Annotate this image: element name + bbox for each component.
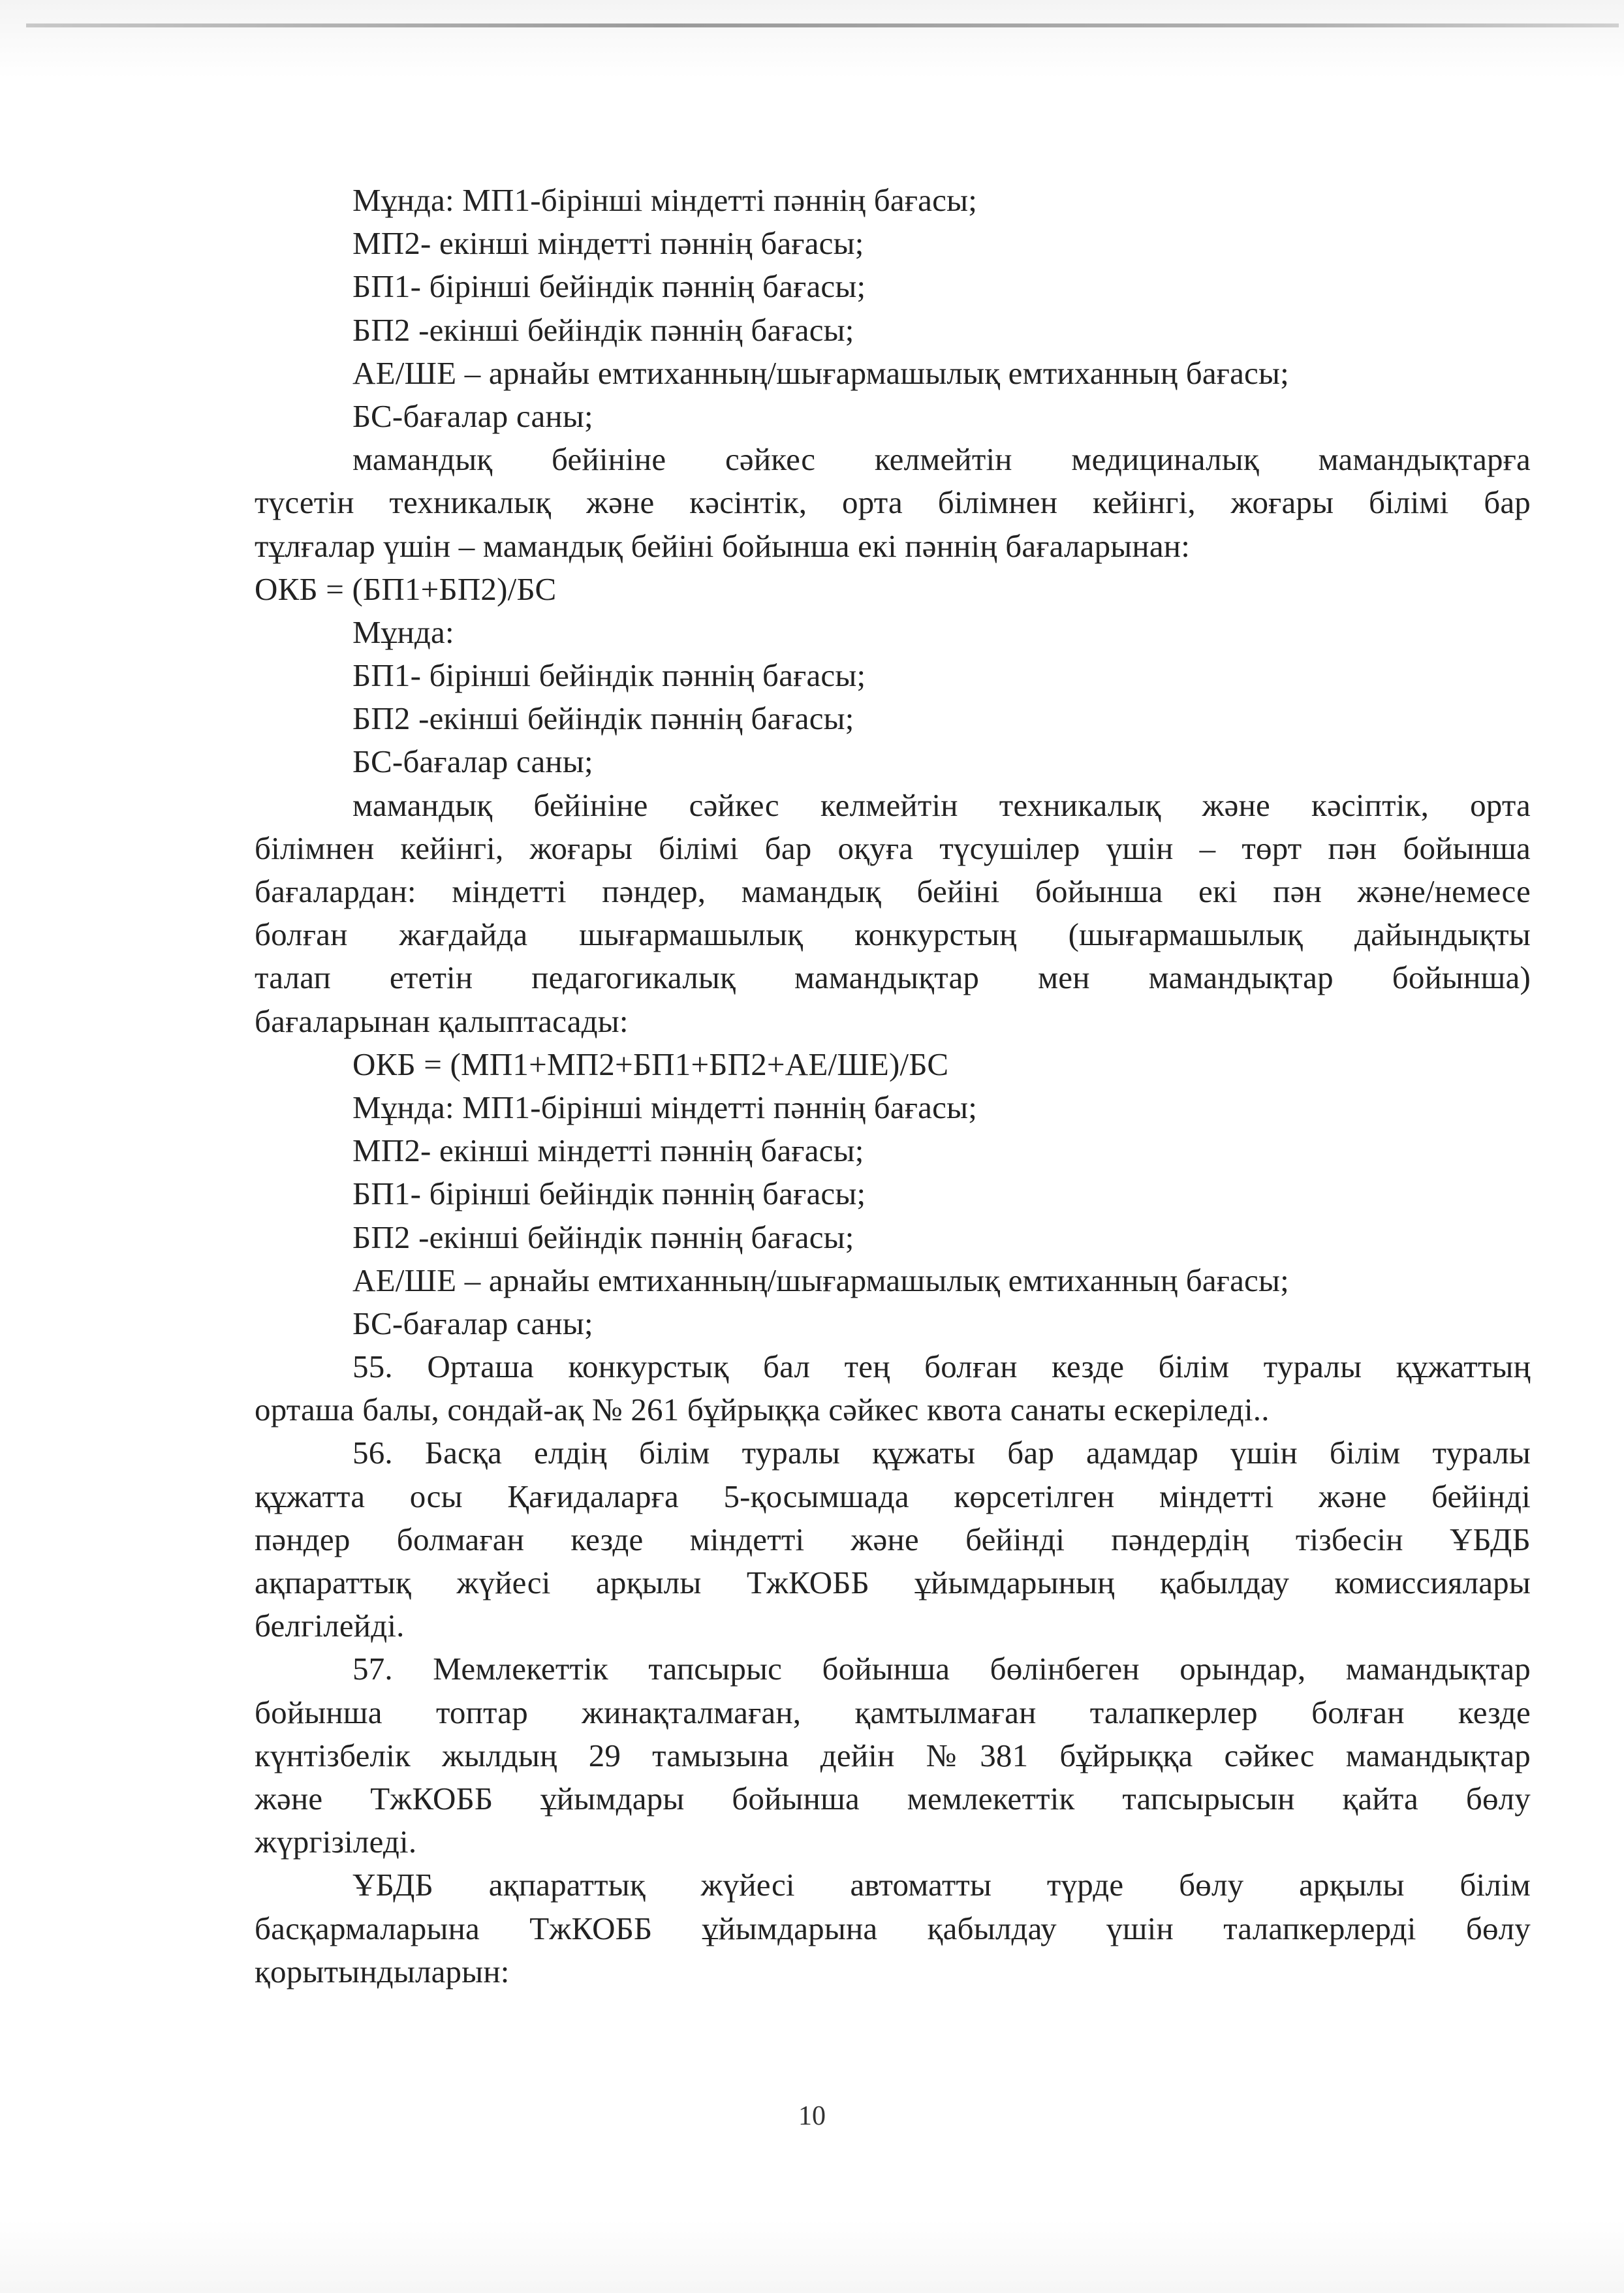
- text-line: және ТжКОББ ұйымдары бойынша мемлекеттік тапсырысын қайта бөлу: [255, 1780, 1531, 1817]
- text-line: басқармаларына ТжКОББ ұйымдарына қабылдау үшін талапкерлерді бөлу: [255, 1910, 1531, 1946]
- formula-line: ОКБ = (БП1+БП2)/БС: [255, 570, 557, 607]
- text-line: БС-бағалар саны;: [352, 1305, 593, 1341]
- text-line: орташа балы, сондай-ақ № 261 бұйрыққа сәйкес квота санаты ескеріледі..: [255, 1392, 1270, 1428]
- text-line: жүргізіледі.: [255, 1824, 417, 1860]
- text-line: МП2- екінші міндетті пәннің бағасы;: [352, 1132, 864, 1169]
- text-line: қорытындыларын:: [255, 1953, 510, 1989]
- text-line: Мұнда:: [352, 614, 454, 650]
- formula-line: ОКБ = (МП1+МП2+БП1+БП2+АЕ/ШЕ)/БС: [352, 1046, 949, 1082]
- text-line: МП2- екінші міндетті пәннің бағасы;: [352, 225, 864, 262]
- text-line: Мұнда: МП1-бірінші міндетті пәннің бағасы;: [352, 182, 978, 218]
- text-line: АЕ/ШЕ – арнайы емтиханның/шығармашылық емтиханның бағасы;: [352, 1262, 1289, 1298]
- text-line: ҰБДБ ақпараттық жүйесі автоматты түрде бөлу арқылы білім: [352, 1867, 1531, 1903]
- text-line: ақпараттық жүйесі арқылы ТжКОББ ұйымдарының қабылдау комиссиялары: [255, 1565, 1531, 1600]
- text-line: білімнен кейінгі, жоғары білімі бар оқуға түсушілер үшін – төрт пән бойынша: [255, 830, 1531, 866]
- text-line: АЕ/ШЕ – арнайы емтиханның/шығармашылық емтиханның бағасы;: [352, 354, 1289, 391]
- text-line: мамандық бейініне сәйкес келмейтін медициналық мамандықтарға: [352, 441, 1531, 478]
- text-line: БП1- бірінші бейіндік пәннің бағасы;: [352, 657, 866, 694]
- text-line: Мұнда: МП1-бірінші міндетті пәннің бағасы;: [352, 1089, 978, 1125]
- text-line: мамандық бейініне сәйкес келмейтін техникалық және кәсіптік, орта: [352, 787, 1531, 823]
- text-line: түсетін техникалық және кәсінтік, орта білімнен кейінгі, жоғары білімі бар: [255, 484, 1531, 521]
- text-line: тұлғалар үшін – мамандық бейіні бойынша екі пәннің бағаларынан:: [255, 527, 1191, 564]
- scan-top-edge: [26, 23, 1619, 27]
- text-line: БП1- бірінші бейіндік пәннің бағасы;: [352, 1176, 866, 1212]
- text-line: БС-бағалар саны;: [352, 743, 593, 780]
- text-line: талап ететін педагогикалық мамандықтар мен мамандықтар бойынша): [255, 959, 1531, 996]
- paragraph-57: 57. Мемлекеттік тапсырыс бойынша бөлінбеген орындар, мамандықтар: [352, 1651, 1531, 1687]
- paragraph-55: 55. Орташа конкурстық бал тең болған кезде білім туралы құжаттың: [352, 1349, 1531, 1385]
- text-line: пәндер болмаған кезде міндетті және бейінді пәндердің тізбесін ҰБДБ: [255, 1521, 1531, 1557]
- page-number: 10: [798, 2101, 826, 2131]
- text-line: бағалардан: міндетті пәндер, мамандық бейіні бойынша екі пән және/немесе: [255, 873, 1531, 909]
- text-line: құжатта осы Қағидаларға 5-қосымшада көрсетілген міндетті және бейінді: [255, 1478, 1531, 1514]
- text-line: БП2 -екінші бейіндік пәннің бағасы;: [352, 311, 854, 348]
- text-line: бойынша топтар жинақталмаған, қамтылмаған талапкерлер болған кезде: [255, 1694, 1531, 1730]
- document-body: [255, 179, 1531, 1993]
- paragraph-56: 56. Басқа елдің білім туралы құжаты бар адамдар үшін білім туралы: [352, 1435, 1531, 1471]
- text-line: БП1- бірінші бейіндік пәннің бағасы;: [352, 268, 866, 305]
- text-line: бағаларынан қалыптасады:: [255, 1003, 629, 1039]
- text-line: БП2 -екінші бейіндік пәннің бағасы;: [352, 700, 854, 737]
- text-line: болған жағдайда шығармашылық конкурстың (шығармашылық дайындықты: [255, 916, 1531, 953]
- text-line: күнтізбелік жылдың 29 тамызына дейін №381 бұйрыққа сәйкес мамандықтар: [255, 1737, 1531, 1773]
- text-line: БП2 -екінші бейіндік пәннің бағасы;: [352, 1219, 854, 1255]
- text-line: белгілейді.: [255, 1608, 405, 1644]
- text-line: БС-бағалар саны;: [352, 398, 593, 434]
